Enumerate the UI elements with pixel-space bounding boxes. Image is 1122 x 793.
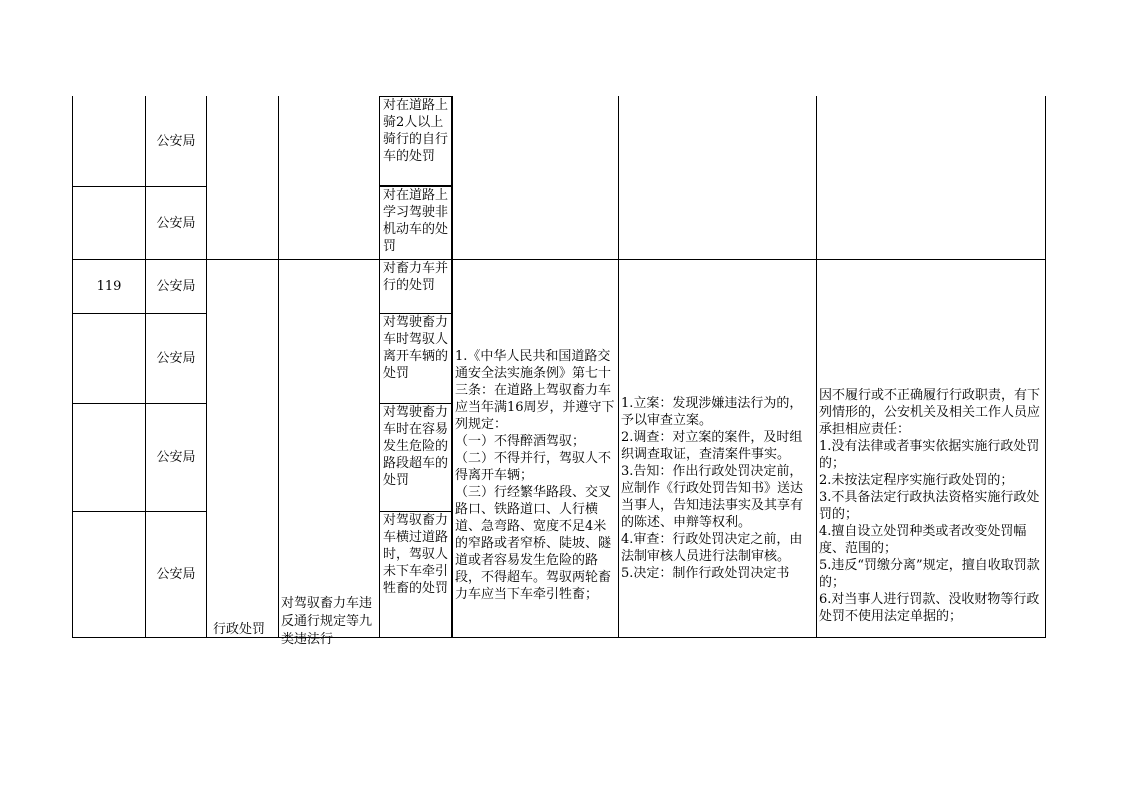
responsibility-cell (819, 387, 1043, 637)
responsibility-item: 因不履行或不正确履行行政职责，有下列情形的，公安机关及相关工作人员应承担相应责任： (819, 388, 1041, 437)
procedure-step: 2.调查：对立案的案件，及时组织调查取证，查清案件事实。 (621, 430, 803, 462)
sub-item-cell (379, 403, 452, 512)
responsibility-item: 1.没有法律或者事实依据实施行政处罚的； (819, 439, 1040, 471)
row-number-text: 119 (96, 279, 122, 294)
grid-line (206, 96, 207, 638)
basis-paragraph: （三）行经繁华路段、交叉路口、铁路道口、人行横道、急弯路、宽度不足4米的窄路或者窄桥、陡坡、隧道或者容易发生危险的路段，不得超车。驾驭两轮畜力车应当下车牵引牲畜； (455, 485, 612, 602)
item-name-text: 对驾驭畜力车违反通行规定等九类违法行 (281, 596, 373, 647)
responsibility-item: 4.擅自设立处罚种类或者改变处罚幅度、范围的； (819, 524, 1027, 556)
grid-line (618, 96, 619, 638)
row-number (73, 314, 145, 403)
procedure-step: 5.决定：制作行政处罚决定书 (621, 566, 790, 581)
department-text: 公安局 (156, 450, 196, 465)
grid-line (452, 96, 453, 638)
sub-item-cell (379, 511, 452, 638)
department-text: 公安局 (156, 351, 196, 366)
sub-item-text: 对畜力车并行的处罚 (383, 261, 449, 293)
basis-paragraph: （二）不得并行，驾驭人不得离开车辆； (455, 451, 612, 483)
department-text: 公安局 (156, 567, 196, 582)
basis-paragraph: 1.《中华人民共和国道路交通安全法实施条例》第七十三条：在道路上驾驭畜力车应当年满16周岁，并遵守下列规定： (455, 349, 615, 432)
procedure-step: 3.告知：作出行政处罚决定前，应制作《行政处罚告知书》送达当事人，告知违法事实及其享有的陈述、申辩等权利。 (621, 464, 804, 530)
grid-line (278, 96, 279, 638)
sub-item-text: 对在道路上骑2人以上骑行的自行车的处罚 (383, 98, 449, 164)
basis-paragraph: （一）不得醉酒驾驭； (455, 434, 586, 449)
row-number (73, 96, 145, 186)
procedure-cell (621, 395, 814, 637)
row-number (73, 404, 145, 511)
sub-item-text: 对在道路上学习驾驶非机动车的处罚 (383, 188, 449, 254)
legal-basis-cell (455, 348, 616, 637)
row-number (73, 512, 145, 637)
department-text: 公安局 (156, 133, 196, 149)
item-name-cell (281, 595, 377, 647)
procedure-step: 1.立案：发现涉嫌违法行为的，予以审查立案。 (621, 396, 803, 428)
department-cell (146, 187, 206, 259)
sub-item-text: 对驾驶畜力车时在容易发生危险的路段超车的处罚 (383, 405, 449, 488)
responsibility-item: 2.未按法定程序实施行政处罚的； (819, 473, 1014, 488)
sub-item-cell (379, 259, 452, 314)
grid-line (1045, 96, 1046, 638)
sub-item-text: 对驾驭畜力车横过道路时，驾驭人未下车牵引牲畜的处罚 (383, 513, 449, 596)
procedure-step: 4.审查：行政处罚决定之前，由法制审核人员进行法制审核。 (621, 532, 803, 564)
row-number (73, 187, 145, 259)
category-cell (213, 622, 277, 638)
responsibility-item: 3.不具备法定行政执法资格实施行政处罚的； (819, 490, 1040, 522)
category-text: 行政处罚 (213, 622, 266, 637)
row-number (73, 260, 145, 313)
sub-item-cell (379, 313, 452, 404)
department-cell (146, 96, 206, 186)
department-cell (146, 314, 206, 403)
department-cell (146, 260, 206, 313)
responsibility-item: 6.对当事人进行罚款、没收财物等行政处罚不使用法定单据的； (819, 592, 1040, 624)
sub-item-text: 对驾驶畜力车时驾驭人离开车辆的处罚 (383, 315, 449, 381)
sub-item-cell (379, 186, 452, 260)
department-cell (146, 512, 206, 637)
department-text: 公安局 (156, 279, 196, 294)
grid-line (816, 96, 817, 638)
grid-line (72, 259, 1046, 260)
responsibility-item: 5.违反“罚缴分离”规定，擅自收取罚款的； (819, 558, 1040, 590)
sub-item-cell (379, 96, 452, 186)
department-text: 公安局 (156, 215, 196, 231)
department-cell (146, 404, 206, 511)
